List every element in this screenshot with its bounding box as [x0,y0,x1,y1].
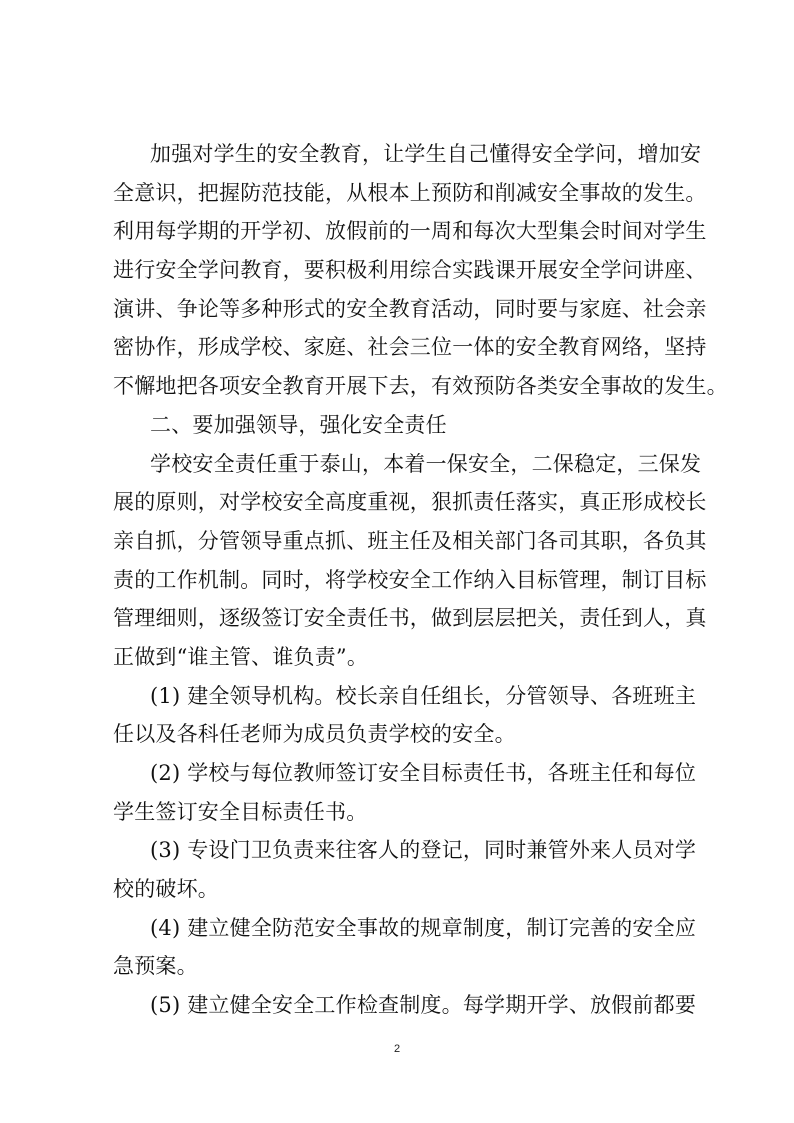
text-line: 密协作，形成学校、家庭、社会三位一体的安全教育网络，坚持 [113,335,707,360]
text-line: 展的原则，对学校安全高度重视，狠抓责任落实，真正形成校长 [113,490,707,515]
text-line: 加强对学生的安全教育，让学生自己懂得安全学问，增加安 [150,142,702,166]
text-line: 校的破坏。 [113,877,219,902]
section-heading [113,406,693,445]
text-line: 正做到“谁主管、谁负责”。 [113,644,369,669]
text-line: (5) 建立健全安全工作检查制度。每学期开学、放假前都要 [150,993,697,1018]
page-number: 2 [393,1043,401,1055]
list-item-2 [113,754,697,831]
text-line: (3) 专设门卫负责来往客人的登记，同时兼管外来人员对学 [150,838,697,863]
text-line: 学生签订安全目标责任书。 [113,799,368,824]
text-line: 不懈地把各项安全教育开展下去，有效预防各类安全事故的发生。 [113,374,728,399]
text-line: (4) 建立健全防范安全事故的规章制度，制订完善的安全应 [150,915,697,940]
text-line: 全意识，把握防范技能，从根本上预防和削减安全事故的发生。 [113,180,707,205]
text-line: (2) 学校与每位教师签订安全目标责任书，各班主任和每位 [150,761,697,785]
text-line: 任以及各科任老师为成员负责学校的安全。 [113,722,516,747]
heading-line: 二、要加强领导，强化安全责任 [150,412,447,437]
text-line: 学校安全责任重于泰山，本着一保安全，二保稳定，三保发 [150,451,702,476]
list-item-1 [113,677,697,754]
text-line: 亲自抓，分管领导重点抓、班主任及相关部门各司其职，各负其 [113,528,707,553]
list-item-4 [113,909,697,986]
text-line: (1) 建全领导机构。校长亲自任组长，分管领导、各班班主 [150,683,697,708]
list-item-5 [113,986,697,1025]
paragraph-safety-education [113,135,728,406]
text-line: 演讲、争论等多种形式的安全教育活动，同时要与家庭、社会亲 [113,296,707,321]
document-body [113,135,728,1025]
paragraph-responsibility [113,445,707,677]
text-line: 利用每学期的开学初、放假前的一周和每次大型集会时间对学生 [113,219,707,244]
text-line: 进行安全学问教育，要积极利用综合实践课开展安全学问讲座、 [113,258,707,283]
list-item-3 [113,831,697,908]
text-line: 管理细则，逐级签订安全责任书，做到层层把关，责任到人，真 [113,606,707,631]
text-line: 急预案。 [113,954,198,979]
text-line: 责的工作机制。同时，将学校安全工作纳入目标管理，制订目标 [113,567,707,592]
